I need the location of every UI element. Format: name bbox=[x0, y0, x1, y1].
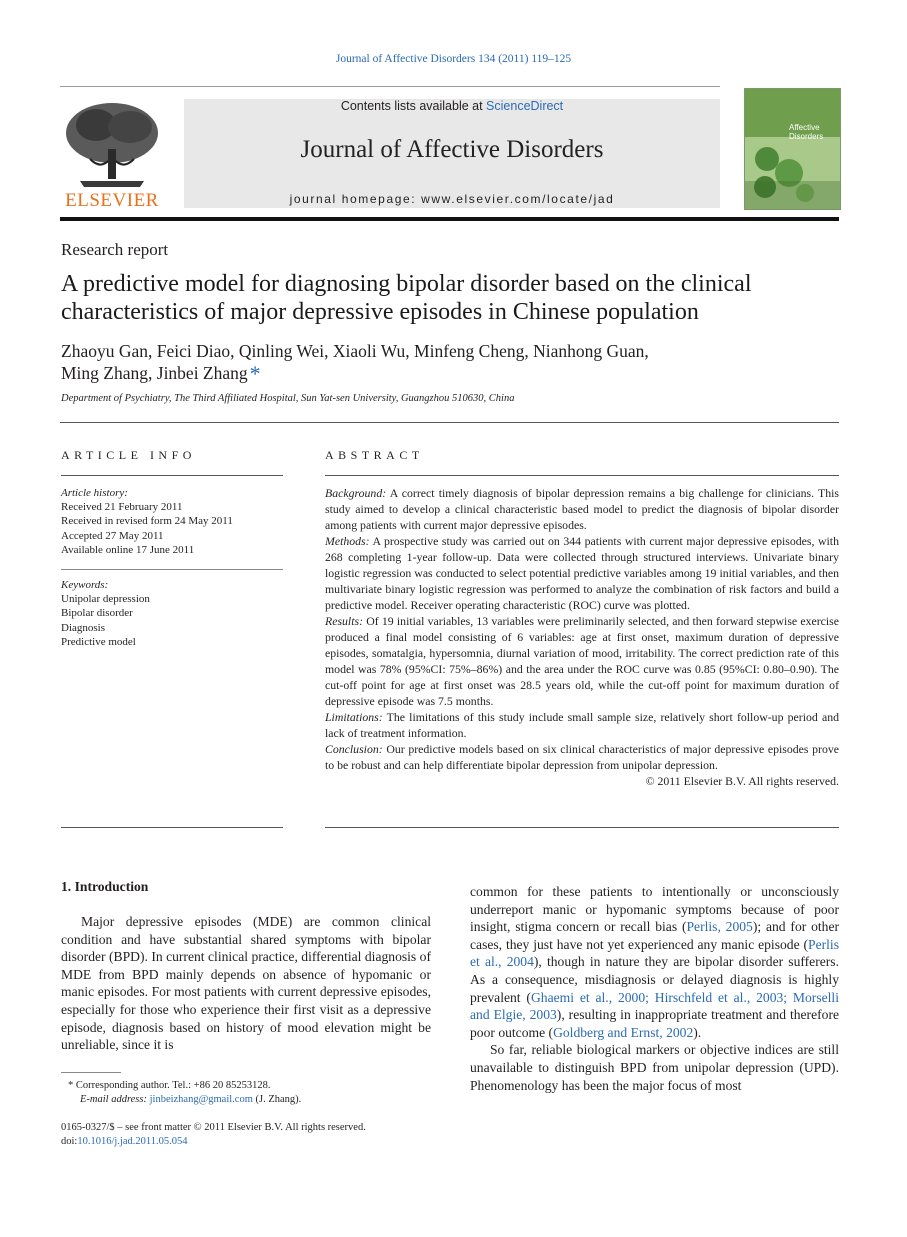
article-info-heading: ARTICLE INFO bbox=[61, 448, 196, 462]
doi-link[interactable]: 10.1016/j.jad.2011.05.054 bbox=[77, 1136, 188, 1147]
intro-column-1 bbox=[61, 913, 431, 1054]
authors-line-2-text: Ming Zhang, Jinbei Zhang bbox=[61, 363, 248, 383]
intro-text: ), though in nature they are bipolar disorder sufferers. As a consequence, misdiagnosis or delayed diagnosis is highly prevalent ( bbox=[470, 954, 839, 1005]
doi-label: doi: bbox=[61, 1136, 78, 1147]
abstract-limitations: The limitations of this study include small sample size, relatively short follow-up period and lack of treatment information. bbox=[325, 710, 839, 740]
corresponding-footnote bbox=[68, 1079, 428, 1107]
issn-note: 0165-0327/$ – see front matter © 2011 Elsevier B.V. All rights reserved. bbox=[61, 1122, 366, 1133]
abstract-rule bbox=[325, 475, 839, 476]
journal-cover-image bbox=[744, 88, 841, 210]
title-divider bbox=[60, 422, 839, 423]
footnote-rule bbox=[61, 1072, 121, 1073]
affiliation: Department of Psychiatry, The Third Affiliated Hospital, Sun Yat-sen University, Guangzhou 510630, China bbox=[61, 393, 515, 404]
history-received: Received 21 February 2011 bbox=[61, 501, 183, 514]
contents-prefix: Contents lists available at bbox=[340, 99, 487, 113]
intro-text: ), resulting in inappropriate treatment and therefore poor outcome ( bbox=[470, 1007, 840, 1040]
journal-title: Journal of Affective Disorders bbox=[300, 136, 604, 163]
sciencedirect-link[interactable]: ScienceDirect bbox=[486, 99, 564, 113]
limitations-label: Limitations: bbox=[325, 710, 383, 724]
article-title: A predictive model for diagnosing bipolar disorder based on the clinical characteristics of major depressive episodes in Chinese population bbox=[61, 271, 752, 325]
abstract-methods: A prospective study was carried out on 344 patients with current major depressive episodes, with 268 completing 1-year follow-up. Data were collected through structured interviews. Univariate binary logistic regression was conducted to select potential predictive variables among 19 initial variables, and then multivariate binary logistic regression was performed to analyze the combination of risk factors and build a predictive model. Receiver operating characteristic (ROC) curve was plotted. bbox=[325, 534, 839, 612]
author-list bbox=[61, 340, 821, 385]
email-suffix: (J. Zhang). bbox=[255, 1094, 302, 1105]
keyword: Diagnosis bbox=[61, 621, 105, 634]
abstract-heading: ABSTRACT bbox=[325, 448, 424, 462]
methods-label: Methods: bbox=[325, 534, 370, 548]
article-info-bottom-rule bbox=[61, 827, 283, 828]
corresponding-author-note: * Corresponding author. Tel.: +86 20 85253128. bbox=[68, 1080, 271, 1091]
history-accepted: Accepted 27 May 2011 bbox=[61, 529, 164, 542]
email-link[interactable]: jinbeizhang@gmail.com bbox=[149, 1094, 253, 1105]
background-label: Background: bbox=[325, 486, 387, 500]
cover-title: Affective Disorders bbox=[789, 123, 824, 141]
intro-paragraph-1: Major depressive episodes (MDE) are common clinical condition and have substantial shared symptoms with bipolar disorder (BPD). In current clinical practice, differential diagnosis of MDE from BPD mainly depends on absence of hypomanic or manic episodes. For most patients with current depressive episodes, especially for those who experience their first visit as a depressive episode, diagnosis based on history of mood elevation might be unreliable, since it is bbox=[61, 914, 431, 1053]
authors-line-1: Zhaoyu Gan, Feici Diao, Qinling Wei, Xiaoli Wu, Minfeng Cheng, Nianhong Guan, bbox=[61, 341, 649, 361]
intro-text: ); and for other cases, they just have not yet experienced any manic episode ( bbox=[470, 919, 840, 952]
citation-link[interactable]: Ghaemi et al., 2000; Hirschfeld et al., 2003; Morselli and Elgie, 2003 bbox=[470, 989, 839, 1023]
header-thick-rule bbox=[60, 217, 839, 221]
abstract-bottom-rule bbox=[325, 827, 839, 828]
abstract-results: Of 19 initial variables, 13 variables were preliminarily selected, and then forward stepwise exercise produced a final model consisting of 6 variables: age at first onset, maximum duration of depressive episodes, somatalgia, hypersomnia, diurnal variation of mood, irritability. The correct prediction rate of this model was 78% (95%CI: 75%–86%) and the area under the ROC curve was 0.85 (95%CI: 0.80–0.90). The cut-off point for age at first onset was 28.5 years old, while the cut-off point for maximum duration of depressive episode was 7.5 months. bbox=[325, 614, 840, 708]
abstract-background: A correct timely diagnosis of bipolar depression remains a big challenge for clinicians. This study aimed to develop a clinical characteristic based model to predict the diagnosis of bipolar disorder among patients with current major depressive episodes. bbox=[325, 486, 839, 532]
intro-paragraph-2: So far, reliable biological markers or objective indices are still unavailable to distinguish BPD from unipolar depression (UPD). Phenomenology has been the major focus of most bbox=[470, 1042, 839, 1093]
introduction-heading: 1. Introduction bbox=[61, 879, 149, 894]
citation-link[interactable]: Perlis et al., 2004 bbox=[470, 936, 839, 970]
header-rule bbox=[60, 86, 720, 87]
article-history bbox=[61, 486, 283, 557]
copyright: © 2011 Elsevier B.V. All rights reserved. bbox=[645, 774, 839, 788]
conclusion-label: Conclusion: bbox=[325, 742, 383, 756]
citation-link[interactable]: Perlis, 2005 bbox=[686, 919, 753, 935]
keywords-rule bbox=[61, 569, 283, 570]
results-label: Results: bbox=[325, 614, 364, 628]
abstract-conclusion: Our predictive models based on six clinical characteristics of major depressive episodes prove to be robust and can help differentiate bipolar depression from unipolar depression. bbox=[325, 742, 839, 772]
article-type: Research report bbox=[61, 240, 169, 259]
intro-text: common for these patients to intentionally or unconsciously underreport manic or hypomanic symptoms because of poor insight, stigma concern or recall bias ( bbox=[470, 884, 839, 935]
journal-citation[interactable]: Journal of Affective Disorders 134 (2011) 119–125 bbox=[335, 53, 572, 65]
article-info-rule bbox=[61, 475, 283, 476]
keywords-label: Keywords: bbox=[61, 579, 109, 591]
elsevier-wordmark: ELSEVIER bbox=[65, 190, 159, 211]
email-label: E-mail address: bbox=[80, 1094, 147, 1105]
journal-homepage[interactable]: journal homepage: www.elsevier.com/locate/jad bbox=[289, 192, 615, 206]
history-label: Article history: bbox=[61, 487, 128, 499]
citation-link[interactable]: Goldberg and Ernst, 2002 bbox=[553, 1024, 694, 1040]
intro-paragraph-1-cont bbox=[470, 883, 839, 1041]
history-revised: Received in revised form 24 May 2011 bbox=[61, 515, 233, 528]
keywords-block bbox=[61, 578, 283, 649]
authors-line-2 bbox=[61, 362, 821, 385]
abstract-body bbox=[325, 485, 839, 789]
keyword: Unipolar depression bbox=[61, 593, 150, 606]
contents-line bbox=[184, 99, 720, 113]
history-online: Available online 17 June 2011 bbox=[61, 543, 195, 556]
intro-column-2 bbox=[470, 883, 839, 1094]
keyword: Bipolar disorder bbox=[61, 607, 133, 620]
corresponding-author-mark[interactable]: * bbox=[249, 361, 261, 386]
email-line bbox=[68, 1093, 428, 1107]
keyword: Predictive model bbox=[61, 635, 136, 648]
doi-line bbox=[61, 1135, 461, 1149]
intro-text: ). bbox=[693, 1024, 702, 1040]
